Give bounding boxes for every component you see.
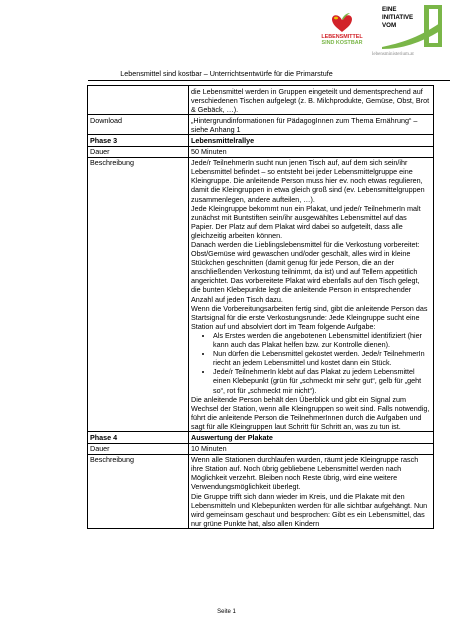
table-row [88, 86, 434, 115]
lebensmittel-logo [313, 10, 371, 46]
phase3-title: Lebensmittelrallye [189, 135, 434, 146]
task-list [191, 331, 431, 395]
lesson-plan-table [87, 85, 434, 529]
svg-text:SIND KOSTBAR: SIND KOSTBAR [321, 40, 363, 46]
download-label: Download [88, 115, 189, 135]
page-number: Seite 1 [217, 609, 236, 615]
dauer3-label: Dauer [88, 146, 189, 157]
paragraph: Wenn alle Stationen durchlaufen wurden, räumt jede Kleingruppe rasch ihre Station auf. Noch übrig gebliebene Lebensmittel werden nach Möglichkeit verzehrt. Bleiben noch Reste übrig, wird eine weitere Verwendungsmöglichkeit überlegt. [191, 455, 419, 492]
phase3-label: Phase 3 [88, 135, 189, 146]
table-row [88, 146, 434, 157]
paragraph: Danach werden die Lieblingslebensmittel für die Verkostung vorbereitet: Obst/Gemüse wird gewaschen und/oder geschält, alles wird in kleine Stückchen geschnitten (damit genug für jede Person, die an der anschließenden Verkostung teilnimmt, da ist) und auf Tellern appetitlich angerichtet. Das vorbereitete Plakat wird ebenfalls auf den Tisch gelegt, die bunten Klebepunkte legt die anleitende Person in entsprechender Anzahl auf jeden Tisch dazu. [191, 240, 420, 304]
list-item: • Als Erstes werden die angebotenen Lebensmittel identifiziert (hier kann auch das Plakat helfen bzw. zur Kontrolle dienen). [213, 331, 431, 349]
table-row [88, 443, 434, 454]
download-value: „Hintergrundinformationen für PädagogInnen zum Thema Ernährung“ – siehe Anhang 1 [189, 115, 434, 135]
page-header-title: Lebensmittel sind kostbar – Unterrichtsentwürfe für die Primarstufe [120, 69, 333, 78]
dauer3-value: 50 Minuten [189, 146, 434, 157]
svg-text:INITIATIVE: INITIATIVE [382, 14, 414, 21]
list-item: • Nun dürfen die Lebensmittel gekostet werden. Jede/r TeilnehmerIn riecht an jedem Lebensmittel und kostet dann ein Stück. [213, 349, 431, 367]
table-row [88, 157, 434, 432]
paragraph: Wenn die Vorbereitungsarbeiten fertig sind, gibt die anleitende Person das Startsignal für die erste Verkostungsrunde: Jede Kleingruppe sucht eine Station auf und absolviert dort im Team folgende Aufgabe: [191, 303, 428, 331]
table-row [88, 454, 434, 529]
table-row [88, 432, 434, 443]
header-divider [88, 80, 450, 81]
intro-cell: die Lebensmittel werden in Gruppen eingeteilt und dementsprechend auf verschiedenen Tischen aufgelegt (z. B. Milchprodukte, Gemüse, Obst, Brot & Gebäck, …). [189, 86, 434, 115]
beschreibung3-label: Beschreibung [88, 157, 189, 432]
beschreibung4-cell [189, 454, 434, 529]
dauer4-label: Dauer [88, 443, 189, 454]
paragraph: Die anleitende Person behält den Überblick und gibt ein Signal zum Wechsel der Station, wenn alle Kleingruppen so weit sind. Falls notwendig, führt die anleitende Person die TeilnehmerInnen durch die Aufgaben und sagt für alle Kleingruppen laut Schritt für Schritt an, was zu tun ist. [191, 394, 430, 431]
table-row [88, 115, 434, 135]
table-row [88, 135, 434, 146]
dauer4-value: 10 Minuten [189, 443, 434, 454]
svg-text:VOM: VOM [382, 22, 397, 29]
ministry-url[interactable]: lebensministerium.at [372, 52, 414, 57]
phase4-label: Phase 4 [88, 432, 189, 443]
paragraph: Die Gruppe trifft sich dann wieder im Kreis, und die Plakate mit den Lebensmitteln und Klebepunkten werden für alle sichtbar aufgehängt. Nun wird gemeinsam geschaut und besprochen: Gibt es ein Lebensmittel, das nur grüne Punkte hat, also allen Kindern [191, 491, 428, 528]
phase4-title: Auswertung der Plakate [189, 432, 434, 443]
beschreibung4-label: Beschreibung [88, 454, 189, 529]
list-item: • Jede/r TeilnehmerIn klebt auf das Plakat zu jedem Lebensmittel einen Klebepunkt (grün für „schmeckt mir sehr gut“, gelb für „geht so“, rot für „schmeckt mir nicht“). [213, 367, 431, 394]
beschreibung3-cell [189, 157, 434, 432]
paragraph: Jede/r TeilnehmerIn sucht nun jenen Tisch auf, auf dem sich sein/ihr Lebensmittel befindet – so entsteht bei jeder Lebensmittelgruppe eine Kleingruppe. Die anleitende Person muss hier ev. noch etwas regulieren, damit die Kleingruppen in etwa gleich groß sind (ev. Lebensmittelgruppen zusammenlegen, andere aufteilen, …). [191, 158, 425, 204]
svg-text:LEBENSMITTEL: LEBENSMITTEL [321, 34, 363, 40]
svg-text:EINE: EINE [382, 6, 397, 13]
paragraph: Jede Kleingruppe bekommt nun ein Plakat, und jede/r TeilnehmerIn malt zunächst mit Buntstiften sein/ihr ausgewähltes Lebensmittel auf das Papier. Der Platz auf dem Plakat wird dabei so aufgeteilt, dass alle gleichzeitig arbeiten können. [191, 203, 421, 240]
empty-label-cell [88, 86, 189, 115]
ministry-logo [380, 3, 444, 51]
